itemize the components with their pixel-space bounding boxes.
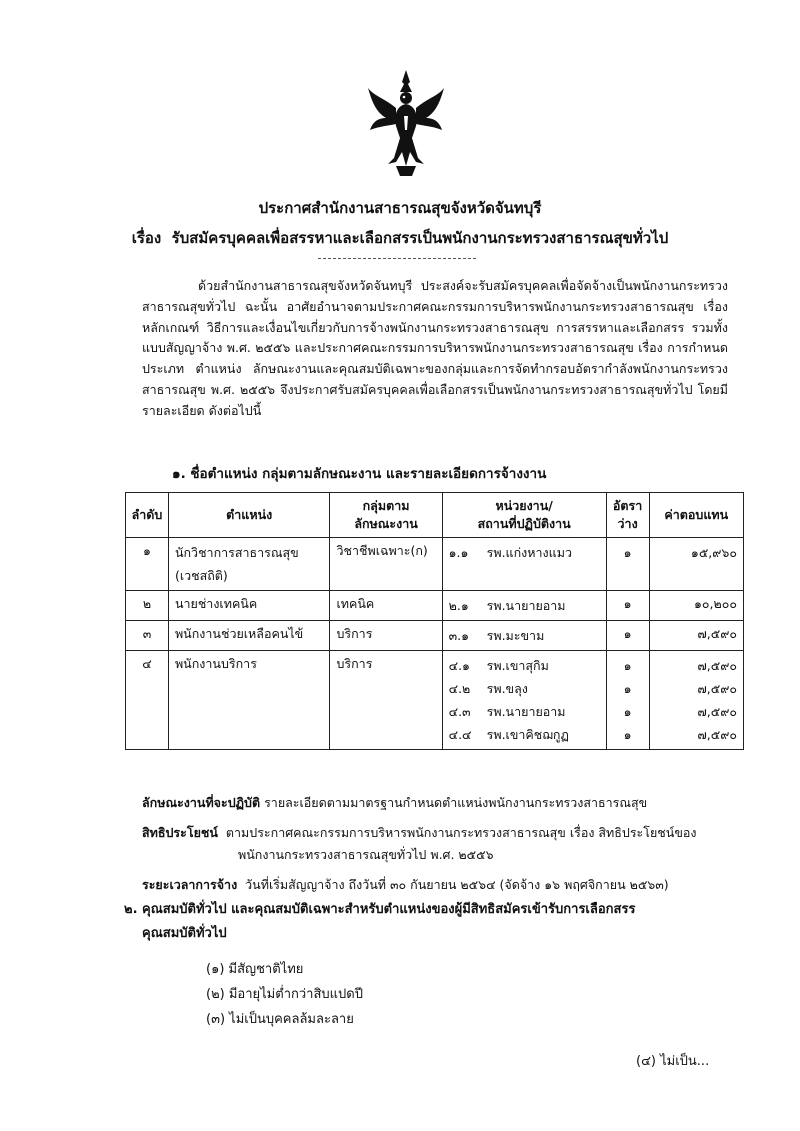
unit-line	[449, 677, 600, 700]
unit-name: รพ.นายายอาม	[486, 704, 566, 719]
header-rate	[606, 493, 649, 538]
period-text: วันที่เริ่มสัญญาจ้าง ถึงวันที่ ๓๐ กันยายน ๒๕๖๔ (จัดจ้าง ๑๖ พฤศจิกายน ๒๕๖๓)	[245, 877, 669, 892]
benefits-label: สิทธิประโยชน์	[142, 825, 218, 840]
announcement-subject	[0, 226, 800, 250]
section-1-heading: ๑. ชื่อตำแหน่ง กลุ่มตามลักษณะงาน และรายละเอียดการจ้างงาน	[172, 466, 547, 482]
qualification-item: (๒) มีอายุไม่ต่ำกว่าสิบแปดปี	[206, 987, 363, 1002]
benefits-line	[142, 823, 732, 843]
unit-name: รพ.เขาคิชฌกูฏ	[486, 727, 569, 742]
pay-value: ๑๕,๙๖๐	[690, 545, 737, 560]
rate-value: ๑	[623, 545, 632, 560]
unit-code: ๔.๑	[448, 658, 470, 673]
unit-code: ๓.๑	[448, 628, 470, 643]
unit-line	[449, 654, 600, 677]
cell-pay	[649, 651, 743, 750]
period-line	[142, 875, 669, 895]
cell-rate: ๑	[606, 591, 649, 621]
unit-line	[449, 700, 600, 723]
benefits-line-2: พนักงานกระทรวงสาธารณสุขทั่วไป พ.ศ. ๒๕๕๖	[238, 847, 494, 862]
cell-unit	[442, 591, 606, 621]
cell-no: ๓	[126, 621, 169, 651]
rate-value: ๑	[623, 658, 632, 673]
title-divider	[318, 258, 476, 259]
unit-code: ๒.๑	[448, 598, 469, 613]
intro-text: ด้วยสำนักงานสาธารณสุขจังหวัดจันทบุรี ประสงค์จะรับสมัครบุคคลเพื่อจัดจ้างเป็นพนักงานกระทรวงสาธารณสุขทั่วไป ฉะนั้น อาศัยอำนาจตามประกาศคณะกรรมการบริหารพนักงานกระทรวงสาธารณสุข เรื่อง หลักเกณฑ์ วิธีการและเงื่อนไขเกี่ยวกับการจ้างพนักงานกระทรวงสาธารณสุข การสรรหาและเลือกสรร รวมทั้งแบบสัญญาจ้าง พ.ศ. ๒๕๕๖ และประกาศคณะกรรมการบริหารพนักงานกระทรวงสาธารณสุข เรื่อง การกำหนดประเภท ตำแหน่ง ลักษณะงานและคุณสมบัติเฉพาะของกลุ่มและการจัดทำกรอบอัตรากำลังพนักงานกระทรวงสาธารณสุข พ.ศ. ๒๕๕๖ จึงประกาศรับสมัครบุคคลเพื่อเลือกสรรเป็นพนักงานกระทรวงสาธารณสุขทั่วไป โดยมีรายละเอียด ดังต่อไปนี้	[142, 278, 728, 418]
header-unit-line2: สถานที่ปฏิบัติงาน	[477, 516, 571, 531]
cell-no: ๑	[126, 538, 169, 591]
position-line-2: (เวชสถิติ)	[174, 568, 228, 583]
cell-position: นายช่างเทคนิค	[168, 591, 330, 621]
pay-value: ๗,๕๙๐	[697, 704, 737, 719]
rate-value: ๑	[623, 727, 632, 742]
cell-unit	[442, 538, 606, 591]
announcement-title: ประกาศสำนักงานสาธารณสุขจังหวัดจันทบุรี	[258, 199, 542, 217]
cell-rate	[606, 651, 649, 750]
unit-code: ๔.๒	[448, 681, 471, 696]
rate-value: ๑	[623, 681, 632, 696]
unit-line	[449, 541, 600, 564]
subject-label: เรื่อง	[131, 229, 162, 247]
unit-name: รพ.ขลุง	[486, 681, 528, 696]
header-pay: ค่าตอบแทน	[649, 493, 743, 538]
period-label: ระยะเวลาการจ้าง	[142, 877, 238, 892]
cell-group: เทคนิค	[330, 591, 442, 621]
cell-group: บริการ	[330, 651, 442, 750]
table-row	[126, 651, 744, 750]
unit-line	[449, 723, 600, 746]
header-group-line1: กลุ่มตาม	[362, 498, 410, 513]
continued-marker: (๔) ไม่เป็น...	[636, 1054, 710, 1069]
header-unit	[442, 493, 606, 538]
header-unit-line1: หน่วยงาน/	[495, 498, 553, 513]
duties-label: ลักษณะงานที่จะปฏิบัติ	[142, 795, 261, 810]
positions-table	[125, 492, 744, 750]
duties-text: รายละเอียดตามมาตรฐานกำหนดตำแหน่งพนักงานกระทรวงสาธารณสุข	[264, 795, 648, 810]
cell-pay: ๗,๕๙๐	[649, 621, 743, 651]
unit-name: รพ.แก่งหางแมว	[486, 545, 572, 560]
header-group-line2: ลักษณะงาน	[354, 516, 418, 531]
header-rate-line2: ว่าง	[617, 516, 638, 531]
cell-group: บริการ	[330, 621, 442, 651]
unit-name: รพ.นายายอาม	[486, 598, 566, 613]
table-row	[126, 591, 744, 621]
unit-name: รพ.เขาสุกิม	[486, 658, 549, 673]
cell-group: วิชาชีพเฉพาะ(ก)	[330, 538, 442, 591]
cell-unit	[442, 651, 606, 750]
header-position: ตำแหน่ง	[168, 493, 330, 538]
pay-value: ๗,๕๙๐	[697, 681, 737, 696]
table-header-row	[126, 493, 744, 538]
cell-no: ๒	[126, 591, 169, 621]
unit-name: รพ.มะขาม	[486, 628, 545, 643]
qualification-item: (๑) มีสัญชาติไทย	[206, 962, 304, 977]
cell-rate: ๑	[606, 621, 649, 651]
header-no: ลำดับ	[126, 493, 169, 538]
header-rate-line1: อัตรา	[612, 498, 643, 513]
section-2-heading: ๒. คุณสมบัติทั่วไป และคุณสมบัติเฉพาะสำหรับตำแหน่งของผู้มีสิทธิสมัครเข้ารับการเลือกสรร	[124, 902, 636, 917]
cell-pay	[649, 538, 743, 591]
unit-line	[449, 624, 600, 647]
cell-position: พนักงานบริการ	[168, 651, 330, 750]
table-row	[126, 538, 744, 591]
cell-unit	[442, 621, 606, 651]
header-group	[330, 493, 442, 538]
benefits-text: ตามประกาศคณะกรรมการบริหารพนักงานกระทรวงสาธารณสุข เรื่อง สิทธิประโยชน์ของ	[225, 825, 697, 840]
cell-position: พนักงานช่วยเหลือคนไข้	[168, 621, 330, 651]
pay-value: ๗,๕๙๐	[697, 727, 737, 742]
general-qualifications-title: คุณสมบัติทั่วไป	[142, 926, 227, 941]
cell-rate	[606, 538, 649, 591]
qualification-item: (๓) ไม่เป็นบุคคลล้มละลาย	[206, 1012, 354, 1027]
unit-code: ๔.๓	[448, 704, 471, 719]
garuda-emblem-icon	[366, 68, 446, 178]
cell-pay: ๑๐,๒๐๐	[649, 591, 743, 621]
unit-line	[449, 594, 600, 617]
cell-position	[168, 538, 330, 591]
subject-text: รับสมัครบุคคลเพื่อสรรหาและเลือกสรรเป็นพนักงานกระทรวงสาธารณสุขทั่วไป	[171, 229, 669, 247]
unit-code: ๑.๑	[448, 545, 469, 560]
table-row	[126, 621, 744, 651]
intro-paragraph	[142, 276, 728, 422]
unit-code: ๔.๔	[448, 727, 472, 742]
cell-no: ๔	[126, 651, 169, 750]
pay-value: ๗,๕๙๐	[697, 658, 737, 673]
duties-line	[142, 793, 647, 813]
rate-value: ๑	[623, 704, 632, 719]
position-line: นักวิชาการสาธารณสุข	[174, 545, 299, 560]
